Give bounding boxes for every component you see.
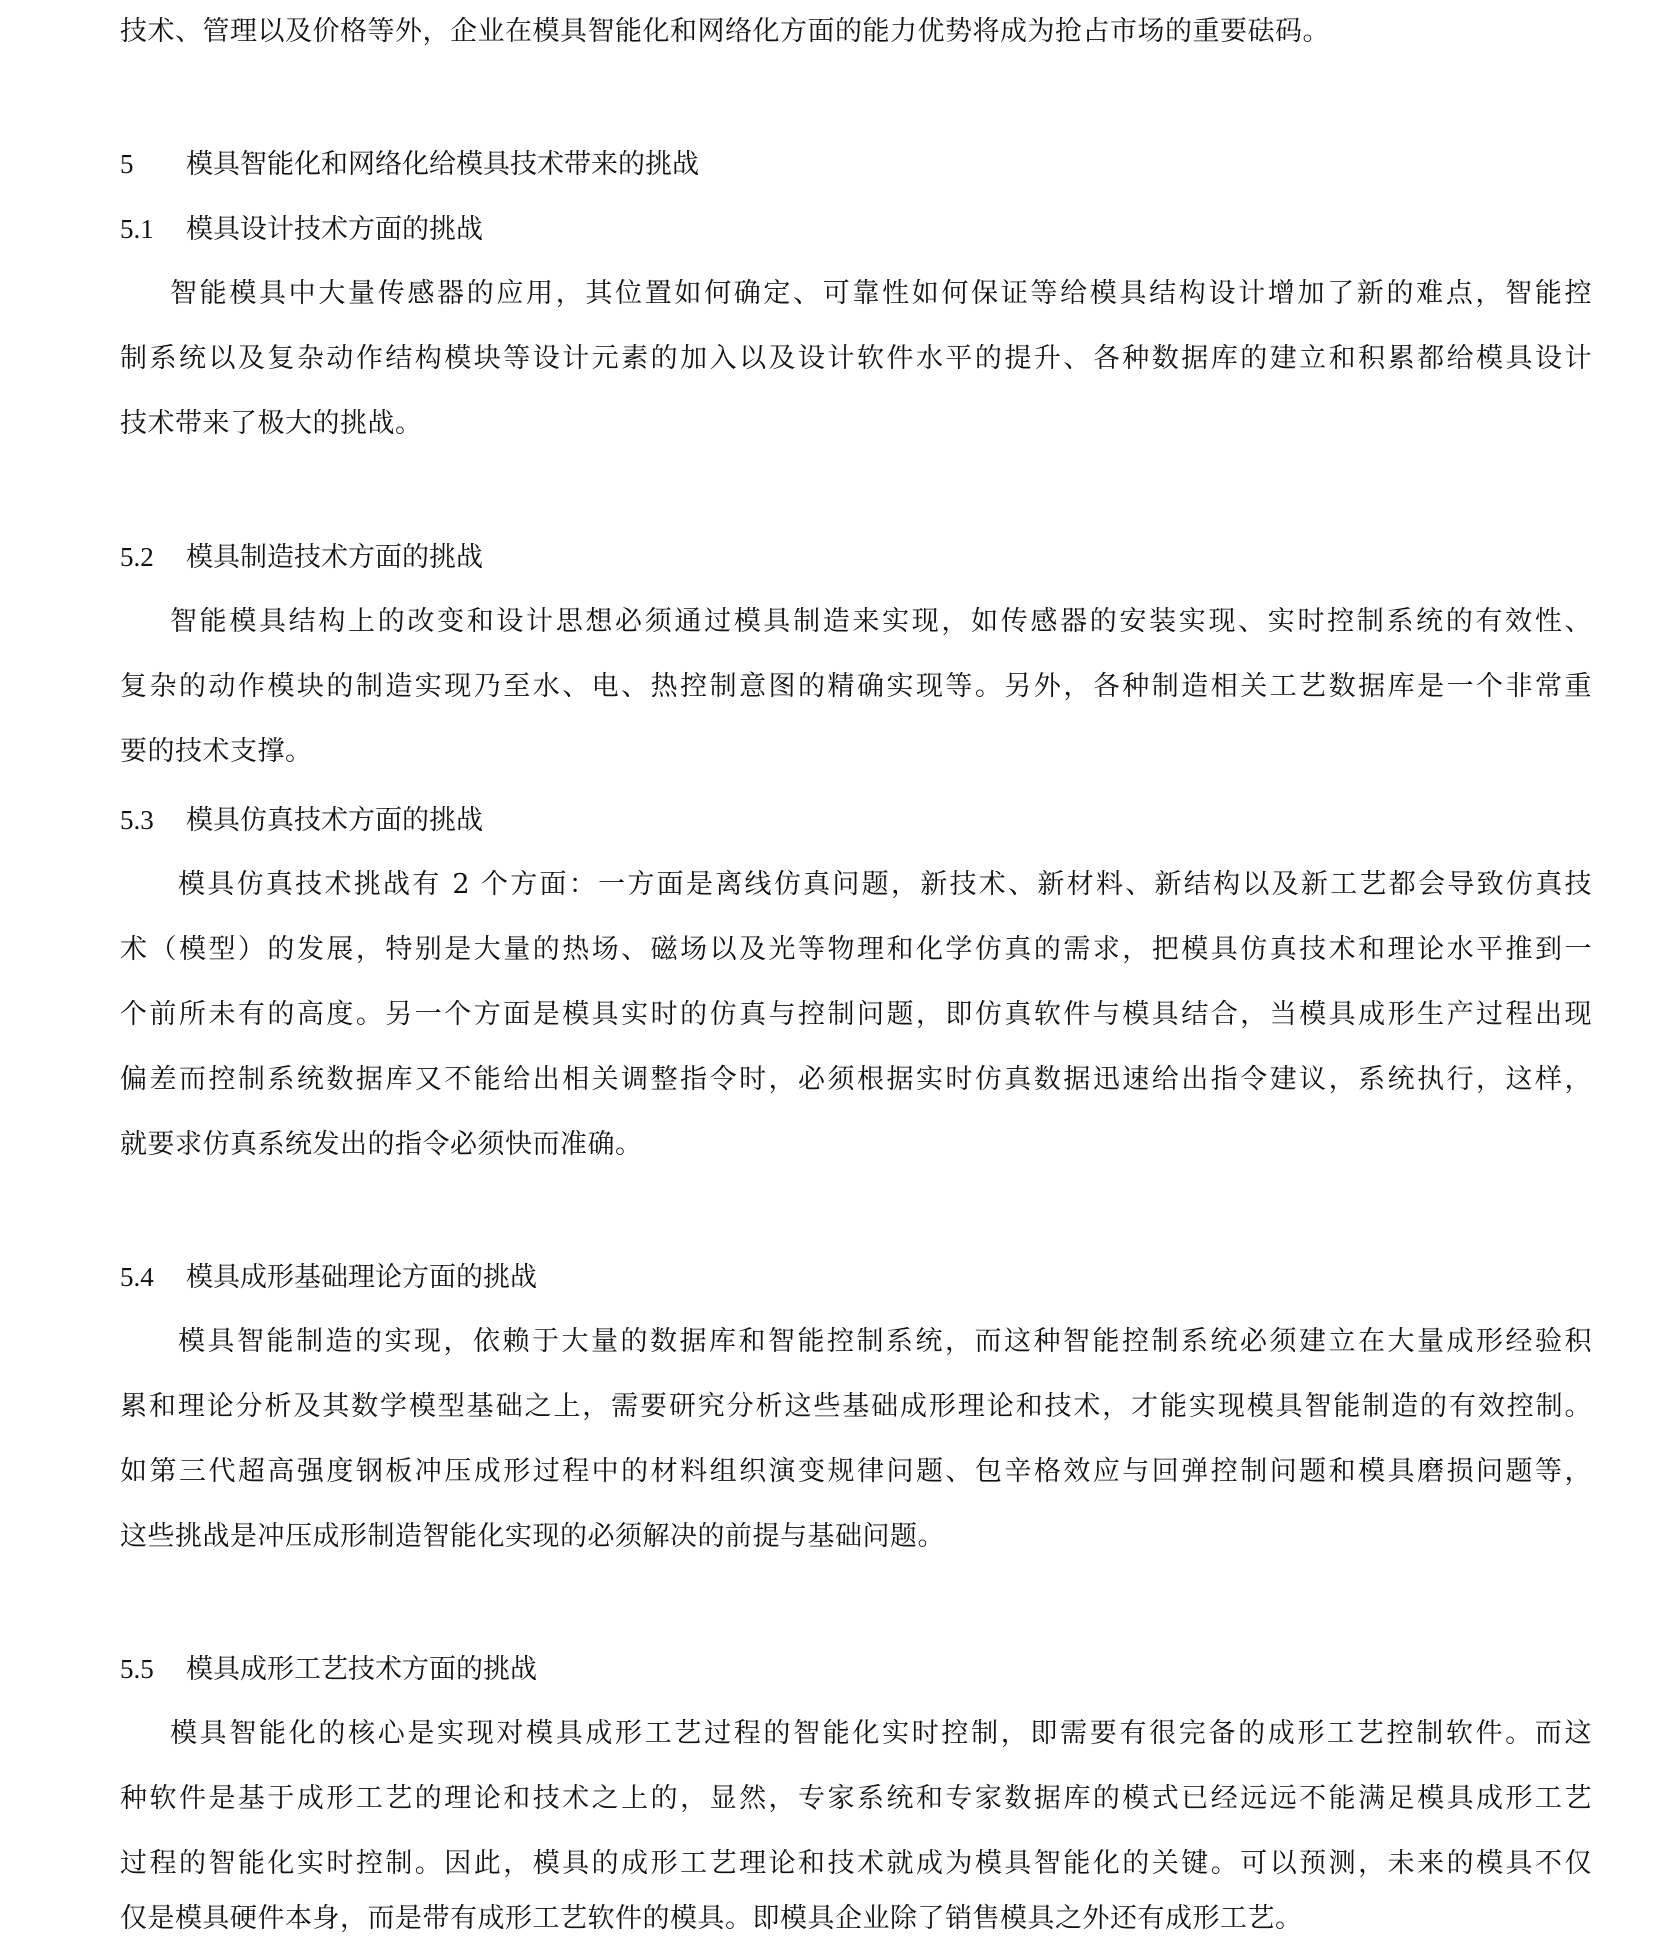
paragraph-line: 偏差而控制系统数据库又不能给出相关调整指令时，必须根据实时仿真数据迅速给出指令建议，系统执行，这样， [120,1064,1592,1095]
section-number: 5.3 [120,805,154,835]
section-5-3-heading [120,802,483,839]
section-title: 模具成形基础理论方面的挑战 [186,1262,537,1293]
paragraph-line: 术（模型）的发展，特别是大量的热场、磁场以及光等物理和化学仿真的需求，把模具仿真技术和理论水平推到一 [120,934,1592,965]
section-5-heading [120,146,699,183]
paragraph-line: 模具智能制造的实现，依赖于大量的数据库和智能控制系统，而这种智能控制系统必须建立在大量成形经验积 [178,1326,1592,1357]
section-number: 5 [120,149,134,179]
section-title: 模具仿真技术方面的挑战 [186,805,483,836]
paragraph-line: 技术带来了极大的挑战。 [120,408,423,439]
paragraph-line: 模具智能化的核心是实现对模具成形工艺过程的智能化实时控制，即需要有很完备的成形工艺控制软件。而这 [170,1718,1592,1749]
paragraph-line: 如第三代超高强度钢板冲压成形过程中的材料组织演变规律问题、包辛格效应与回弹控制问题和模具磨损问题等， [120,1456,1592,1487]
section-title: 模具制造技术方面的挑战 [186,542,483,573]
paragraph-line: 过程的智能化实时控制。因此，模具的成形工艺理论和技术就成为模具智能化的关键。可以预测，未来的模具不仅 [120,1848,1592,1879]
paragraph-line: 仅是模具硬件本身，而是带有成形工艺软件的模具。即模具企业除了销售模具之外还有成形工艺。 [120,1903,1303,1934]
paragraph-line: 种软件是基于成形工艺的理论和技术之上的，显然，专家系统和专家数据库的模式已经远远不能满足模具成形工艺 [120,1783,1592,1814]
section-5-2-heading [120,539,483,576]
section-number: 5.4 [120,1262,154,1292]
paragraph-line: 要的技术支撑。 [120,736,313,767]
paragraph-line: 就要求仿真系统发出的指令必须快而准确。 [120,1129,643,1160]
section-title: 模具智能化和网络化给模具技术带来的挑战 [186,149,699,180]
section-number: 5.2 [120,542,154,572]
paragraph-line: 复杂的动作模块的制造实现乃至水、电、热控制意图的精确实现等。另外，各种制造相关工艺数据库是一个非常重 [120,671,1592,702]
section-5-1-heading [120,211,483,248]
paragraph-line: 智能模具结构上的改变和设计思想必须通过模具制造来实现，如传感器的安装实现、实时控制系统的有效性、 [170,606,1592,637]
section-title: 模具成形工艺技术方面的挑战 [186,1654,537,1685]
section-number: 5.5 [120,1654,154,1684]
section-number: 5.1 [120,214,154,244]
paragraph-line: 智能模具中大量传感器的应用，其位置如何确定、可靠性如何保证等给模具结构设计增加了新的难点，智能控 [170,278,1592,309]
paragraph-line: 模具仿真技术挑战有 2 个方面：一方面是离线仿真问题，新技术、新材料、新结构以及新工艺都会导致仿真技 [178,869,1592,900]
paragraph-line: 累和理论分析及其数学模型基础之上，需要研究分析这些基础成形理论和技术，才能实现模具智能制造的有效控制。 [120,1391,1592,1422]
paragraph-line: 制系统以及复杂动作结构模块等设计元素的加入以及设计软件水平的提升、各种数据库的建立和积累都给模具设计 [120,343,1592,374]
section-5-4-heading [120,1259,537,1296]
section-5-5-heading [120,1651,537,1688]
paragraph-line: 这些挑战是冲压成形制造智能化实现的必须解决的前提与基础问题。 [120,1521,945,1552]
intro-tail-line: 技术、管理以及价格等外，企业在模具智能化和网络化方面的能力优势将成为抢占市场的重要砝码。 [120,16,1330,47]
section-title: 模具设计技术方面的挑战 [186,214,483,245]
paragraph-line: 个前所未有的高度。另一个方面是模具实时的仿真与控制问题，即仿真软件与模具结合，当模具成形生产过程出现 [120,999,1592,1030]
